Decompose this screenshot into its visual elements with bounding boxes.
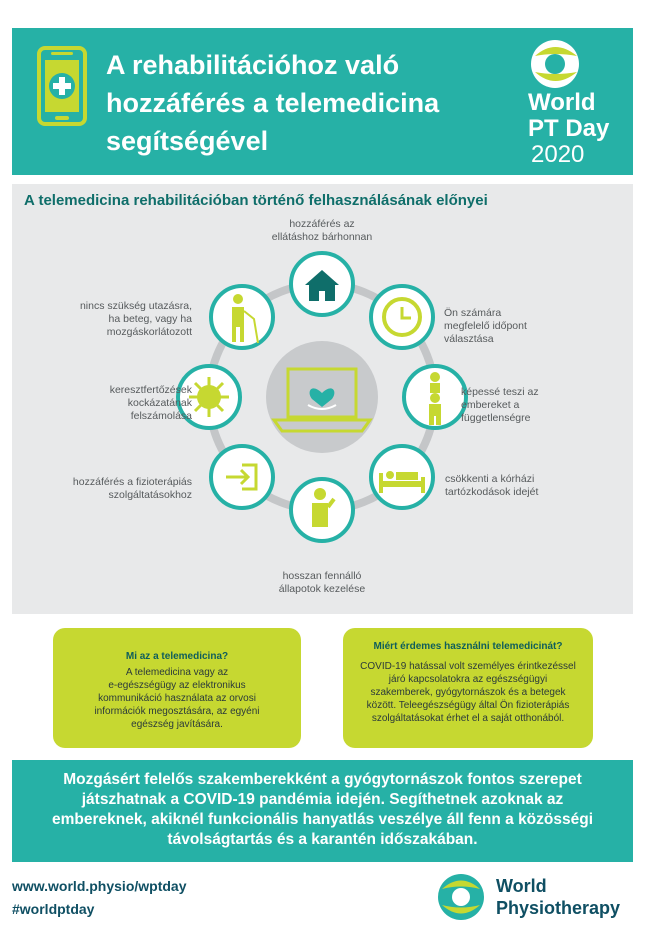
benefit-label-no-travel: nincs szükség utazásra, ha beteg, vagy ha mozgáskorlátozott [79,300,192,338]
sign-in-arrow-icon [211,446,273,508]
info-card-heading: Miért érdemes használni telemedicinát? [373,641,563,652]
brand-year: 2020 [531,141,585,168]
world-physiotherapy-logo-icon [436,872,486,922]
footer-org-line-1: World [496,876,547,896]
footer-org-line-2: Physiotherapy [496,898,621,918]
benefit-label-time: Ön számára megfelelő időpont választása [444,307,527,345]
laptop-heart-icon [266,341,378,453]
title-line: hozzáférés a telemedicina [106,88,440,118]
info-card-text: COVID-19 hatással volt személyes érintkezéssel járó kapcsolatokra az egészségügyi szakemberek, gyógytornászok és a betegek között. Teleegészségügy által Ön fizioterápiás szolgáltatásokat érhet el a saját otthonából. [360,661,576,724]
benefit-label-independence: képessé teszi az embereket a függetlenségre [461,386,539,424]
benefits-title: A telemedicina rehabilitációban történő felhasználásának előnyei [24,192,488,209]
footer-url-link[interactable]: www.world.physio/wptday [12,878,187,894]
brand-line-1: World [528,89,596,116]
info-card-text: A telemedicina vagy az e-egészségügy az elektronikus kommunikáció használata az orvosi információk megosztására, az egyéni egészség javítására. [94,667,260,730]
title-line: segítségével [106,126,269,156]
info-card-heading: Mi az a telemedicina? [125,651,229,662]
benefit-label-hospital-stay: csökkenti a kórházi tartózkodások idejét [445,473,539,498]
banner-text: Mozgásért felelős szakemberekként a gyógytornászok fontos szerepet játszhatnak a COVID-19 pandémia idején. Segíthetnek azoknak az embereknek, akiknél funkcionális hanyatlás veszélye áll fenn a közösségi távolságtartás és a karantén időszakában. [51,771,594,848]
benefit-label-anywhere: hozzáférés az ellátáshoz bárhonnan [271,218,373,243]
elderly-person-cane-icon [211,286,273,348]
footer-hashtag: #worldptday [12,901,95,917]
benefit-label-long-term: hosszan fennálló állapotok kezelése [278,570,366,595]
hospital-bed-icon [371,446,433,508]
clock-icon [371,286,433,348]
house-icon [291,253,353,315]
benefit-label-cross-infection: keresztfertőzések kockázatának felszámolása [109,384,192,422]
smartphone-medical-icon [37,46,87,126]
person-thinking-icon [291,479,353,541]
benefit-label-access-services: hozzáférés a fizioterápiás szolgáltatásokhoz [72,476,192,501]
child-on-shoulders-icon [404,366,466,428]
title-line: A rehabilitációhoz való [106,50,400,80]
page-title [106,46,526,160]
brand-line-2: PT Day [528,115,610,142]
